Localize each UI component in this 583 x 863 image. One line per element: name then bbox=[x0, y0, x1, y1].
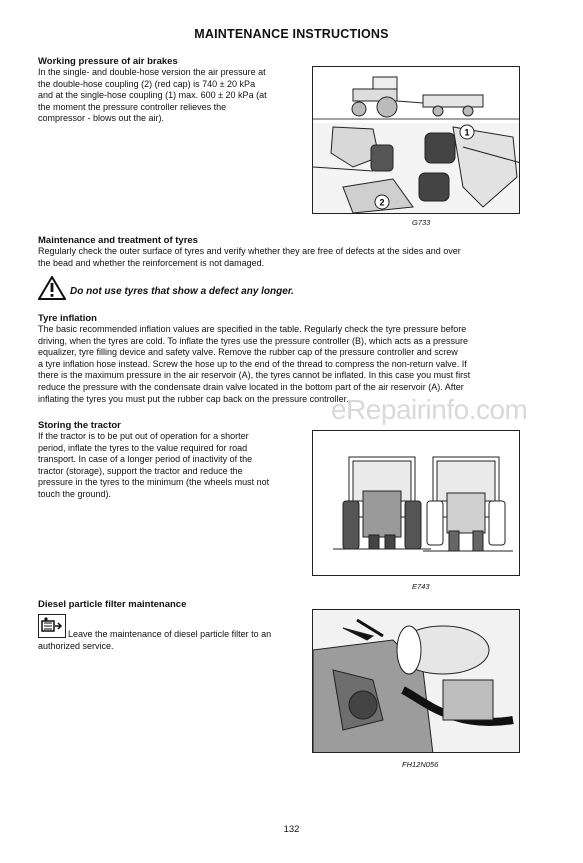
air-brakes-figure bbox=[312, 66, 520, 214]
tyres-heading: Maintenance and treatment of tyres bbox=[38, 235, 198, 246]
text-line: transport. In case of a longer period of inactivity of the bbox=[38, 454, 253, 465]
text-line: compressor - blows out the air). bbox=[38, 113, 165, 124]
text-line: there is the maximum pressure in the air reservoir (A), the tyres cannot be inflated. In this case you must first bbox=[38, 370, 471, 381]
diesel-heading: Diesel particle filter maintenance bbox=[38, 599, 187, 610]
text-line: equalizer, tyre filling device and safety valve. Remove the rubber cap of the pressure controller and screw bbox=[38, 347, 458, 358]
text-line: reduce the pressure with the condensate drain valve located in the bottom part of the air reservoir (A). After bbox=[38, 381, 464, 392]
storing-text bbox=[38, 431, 308, 501]
inflation-heading: Tyre inflation bbox=[38, 313, 97, 324]
text-line: pressure in the tyres to the minimum (the wheels must not bbox=[38, 477, 270, 488]
text-line: touch the ground). bbox=[38, 488, 112, 499]
callout-2: 2 bbox=[379, 197, 385, 208]
text-line: tractor (storage), support the tractor and reduce the bbox=[38, 465, 243, 476]
page-number: 132 bbox=[283, 824, 300, 835]
engine-dpf-illustration bbox=[313, 610, 520, 753]
watermark-text: eRepairinfo.com bbox=[331, 394, 528, 425]
diesel-text-line-1: Leave the maintenance of diesel particle filter to an bbox=[68, 629, 272, 639]
text-line: If the tractor is to be put out of operation for a shorter bbox=[38, 431, 249, 441]
text-line: Regularly check the outer surface of tyres and verify whether they are free of defects at the sides and over bbox=[38, 246, 461, 256]
storing-heading: Storing the tractor bbox=[38, 420, 121, 431]
storing-figure bbox=[312, 430, 520, 576]
tractor-trailer-coupling-illustration bbox=[313, 67, 520, 214]
warning-triangle-icon bbox=[38, 276, 66, 300]
text-line: the moment the pressure controller relieves the bbox=[38, 101, 227, 112]
tractor-on-supports-illustration bbox=[313, 431, 520, 576]
air-brakes-heading: Working pressure of air brakes bbox=[38, 56, 178, 67]
text-line: driving, when the tyres are cold. To inflate the tyres use the pressure controller (B), which acts as a pressure bbox=[38, 335, 469, 346]
air-brakes-text bbox=[38, 67, 308, 125]
text-line: the double-hose coupling (2) (red cap) is 740 ± 20 kPa bbox=[38, 78, 256, 89]
page-title: MAINTENANCE INSTRUCTIONS bbox=[194, 27, 389, 41]
text-line: The basic recommended inflation values are specified in the table. Regularly check the tyre pressure before bbox=[38, 324, 467, 334]
text-line: period, inflate the tyres to the value required for road bbox=[38, 442, 248, 453]
inflation-text bbox=[38, 324, 558, 405]
text-line: and at the single-hose coupling (1) max. 600 ± 20 kPa (at bbox=[38, 90, 267, 101]
diesel-caption: FH12N056 bbox=[402, 760, 439, 769]
diesel-figure bbox=[312, 609, 520, 753]
warning-text: Do not use tyres that show a defect any longer. bbox=[70, 286, 294, 297]
tyres-text bbox=[38, 246, 548, 269]
text-line: In the single- and double-hose version the air pressure at bbox=[38, 67, 266, 77]
text-line: the bead and whether the reinforcement is not damaged. bbox=[38, 257, 265, 268]
diesel-text-line-2: authorized service. bbox=[38, 641, 114, 651]
tyre-warning bbox=[38, 276, 458, 300]
diesel-filter-service-icon bbox=[38, 614, 66, 638]
text-line: inflating the tyres you must put the rubber cap back on the pressure controller. bbox=[38, 393, 349, 404]
callout-1: 1 bbox=[464, 127, 470, 138]
air-brakes-caption: G733 bbox=[412, 218, 431, 227]
text-line: a tyre inflation hose instead. Screw the hose up to the end of the thread to compress the non-return valve. If bbox=[38, 358, 467, 369]
storing-caption: E743 bbox=[412, 582, 430, 591]
